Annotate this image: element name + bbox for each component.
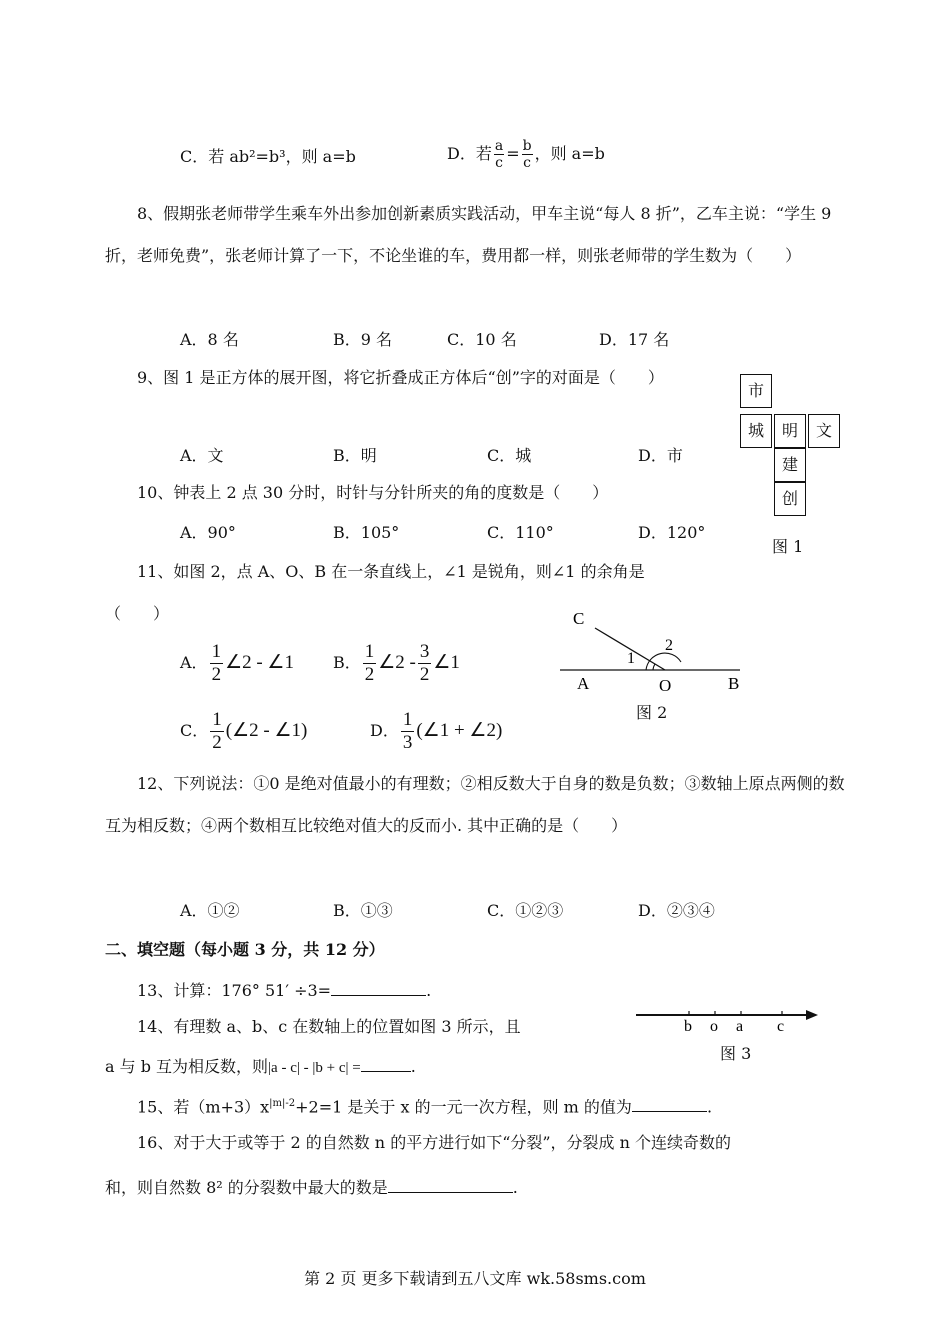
q7-option-d-prefix: D．若 xyxy=(447,144,492,163)
numerator: 3 xyxy=(419,641,430,662)
q11-option-a-label: A． xyxy=(180,653,208,672)
arrow-head-icon xyxy=(806,1010,818,1020)
label-o: o xyxy=(710,1018,718,1035)
denominator: 2 xyxy=(212,732,222,753)
q14-line-2-text: a 与 b 互为相反数，则 xyxy=(105,1057,269,1076)
q11-option-c xyxy=(180,709,307,754)
q11-option-c-label: C． xyxy=(180,721,209,740)
q11-option-a-expr: ∠2 - ∠1 xyxy=(225,652,294,673)
q8-stem: 8、假期张老师带学生乘车外出参加创新素质实践活动，甲车主说“每人 8 折”，乙车主说：“学生 9 折，老师免费”，张老师计算了一下，不论坐谁的车，费用都一样，则张老师带的学生数为（ ） xyxy=(105,204,832,265)
answer-blank xyxy=(632,1095,707,1112)
label-b: B xyxy=(728,674,740,693)
numerator: a xyxy=(494,138,504,154)
q13: 13、计算：176° 51′ ÷3= . xyxy=(137,981,432,1000)
q14-line-1: 14、有理数 a、b、c 在数轴上的位置如图 3 所示，且 xyxy=(137,1017,521,1036)
q9-option-c: C．城 xyxy=(487,446,532,465)
q12-option-c: C．①②③ xyxy=(487,901,564,920)
q7-option-d-suffix: ，则 a=b xyxy=(534,144,605,163)
denominator: 3 xyxy=(402,732,413,753)
q8-option-b: B．9 名 xyxy=(333,330,393,349)
q9-stem: 9、图 1 是正方体的展开图，将它折叠成正方体后“创”字的对面是（ ） xyxy=(137,368,664,387)
q14-line-2: a 与 b 互为相反数，则|a - c| - |b + c| = . xyxy=(105,1057,416,1076)
cube-cell-chuang: 创 xyxy=(774,482,806,516)
cube-cell-ming: 明 xyxy=(774,414,806,448)
label-angle-1: 1 xyxy=(627,650,635,667)
q15-text-post: +2=1 是关于 x 的一元一次方程，则 m 的值为 xyxy=(295,1097,632,1117)
q16-line-2-text: 和，则自然数 8² 的分裂数中最大的数是 xyxy=(105,1178,388,1197)
cube-cell-jian: 建 xyxy=(774,448,806,482)
q10-option-b: B．105° xyxy=(333,523,400,542)
q11-option-d-label: D． xyxy=(370,721,399,740)
denominator: 2 xyxy=(211,664,222,685)
label-c: C xyxy=(573,609,585,628)
q11-option-b-label: B． xyxy=(333,653,361,672)
section-2-heading: 二、填空题（每小题 3 分，共 12 分） xyxy=(105,940,385,959)
q12-stem: 12、下列说法：①0 是绝对值最小的有理数；②相反数大于自身的数是负数；③数轴上原点两侧的数互为相反数；④两个数相互比较绝对值大的反而小. 其中正确的是（ ） xyxy=(105,774,845,835)
q15: 15、若$(m+3)x^{|m|-2}+2=1$ 是关于 x 的一元一次方程，则 m 的值为 . xyxy=(137,1097,713,1117)
q16-line-1: 16、对于大于或等于 2 的自然数 n 的平方进行如下“分裂”，分裂成 n 个连续奇数的 xyxy=(137,1133,732,1152)
q10-stem: 10、钟表上 2 点 30 分时，时针与分针所夹的角的度数是（ ） xyxy=(137,483,609,502)
denominator: 2 xyxy=(419,664,430,685)
q7-option-d xyxy=(447,138,605,171)
q10-option-d: D．120° xyxy=(638,523,706,542)
q11-option-b-expr-tail: ∠1 xyxy=(433,652,460,673)
numerator: 1 xyxy=(402,709,413,730)
q8-option-c: C．10 名 xyxy=(447,330,517,349)
angle-1-arc xyxy=(653,664,655,670)
q11-option-c-expr: (∠2 - ∠1) xyxy=(225,720,308,741)
figure-2-caption: 图 2 xyxy=(636,703,668,722)
fraction-three-halves xyxy=(418,641,432,686)
q11-option-a xyxy=(180,641,294,686)
q10-option-a: A．90° xyxy=(180,523,236,542)
numerator: 1 xyxy=(364,641,375,662)
fraction-a-over-c xyxy=(494,138,504,171)
cube-cell-wen: 文 xyxy=(808,414,840,448)
cube-cell-cheng: 城 xyxy=(740,414,772,448)
figure-3-caption: 图 3 xyxy=(720,1044,752,1063)
denominator: c xyxy=(523,155,532,171)
answer-blank xyxy=(331,979,426,996)
fraction-one-half xyxy=(363,641,377,686)
q14-expression: |a - c| - |b + c| = xyxy=(268,1060,361,1076)
label-c: c xyxy=(777,1018,785,1035)
label-a: A xyxy=(577,674,590,693)
q9-option-b: B．明 xyxy=(333,446,377,465)
fraction-one-half xyxy=(210,709,224,754)
label-b: b xyxy=(684,1018,692,1035)
q15-exponent: |m|-2 xyxy=(269,1098,296,1109)
q10-option-c: C．110° xyxy=(487,523,554,542)
q11-option-b-expr-mid: ∠2 - xyxy=(378,652,416,673)
denominator: 2 xyxy=(364,664,375,685)
fraction-one-half xyxy=(210,641,224,686)
answer-blank xyxy=(388,1176,513,1193)
q11-stem: 11、如图 2，点 A、O、B 在一条直线上，∠1 是锐角，则∠1 的余角是（ ） xyxy=(105,562,645,623)
q15-text-pre: 15、若（m+3）x xyxy=(137,1097,270,1117)
number-line-figure-3 xyxy=(634,1005,824,1035)
fraction-one-third xyxy=(401,709,415,754)
q11-option-b xyxy=(333,641,460,686)
numerator: b xyxy=(522,138,532,154)
numerator: 1 xyxy=(212,709,222,730)
cube-cell-shi: 市 xyxy=(740,374,772,408)
numerator: 1 xyxy=(211,641,222,662)
q12-option-b: B．①③ xyxy=(333,901,393,920)
label-o: O xyxy=(659,676,672,695)
q11-option-d xyxy=(370,709,502,754)
denominator: c xyxy=(495,155,503,171)
q12-option-d: D．②③④ xyxy=(638,901,715,920)
q16-line-2: 和，则自然数 8² 的分裂数中最大的数是 . xyxy=(105,1178,518,1197)
label-a: a xyxy=(736,1018,744,1035)
angle-figure-2 xyxy=(550,600,750,700)
q11-option-d-expr: (∠1 + ∠2) xyxy=(416,720,503,741)
figure-1-caption: 图 1 xyxy=(772,537,804,556)
equals-sign: = xyxy=(506,144,520,163)
fraction-b-over-c xyxy=(522,138,533,171)
q9-option-d: D．市 xyxy=(638,446,683,465)
page-footer: 第 2 页 更多下载请到五八文库 wk.58sms.com xyxy=(304,1269,646,1288)
q8-option-a: A．8 名 xyxy=(180,330,239,349)
answer-blank xyxy=(361,1055,411,1072)
q9-option-a: A．文 xyxy=(180,446,224,465)
q7-option-c: C．若 ab²=b³，则 a=b xyxy=(180,147,356,166)
q13-text: 13、计算：176° 51′ ÷3= xyxy=(137,981,332,1000)
label-angle-2: 2 xyxy=(665,637,673,654)
q12-option-a: A．①② xyxy=(180,901,240,920)
q8-option-d: D．17 名 xyxy=(599,330,670,349)
